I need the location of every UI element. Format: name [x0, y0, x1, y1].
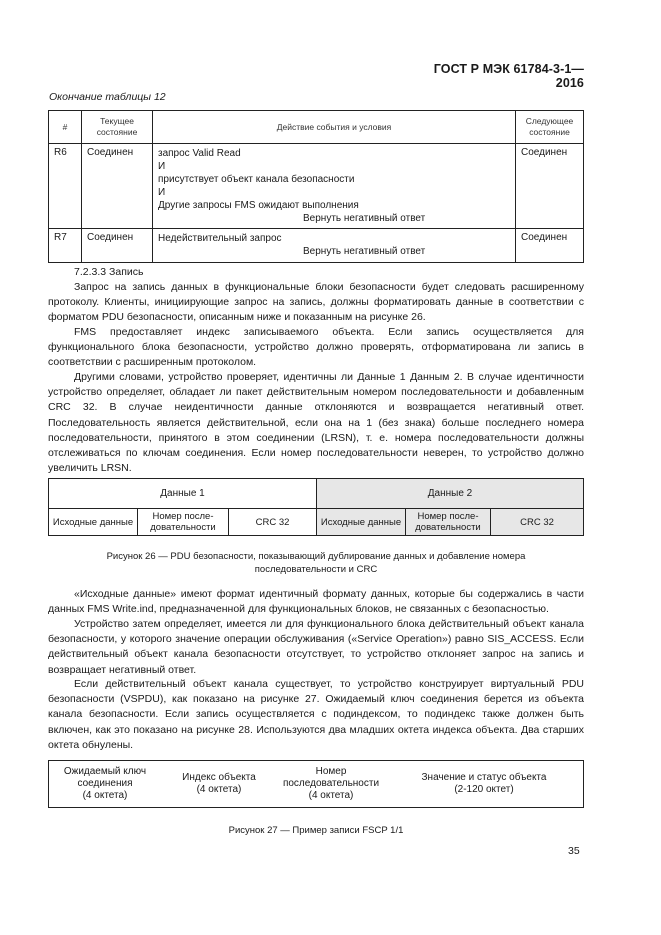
row-action: запрос Valid Read И присутствует объект канала безопасности И Другие запросы FMS ожидают выполнения Вернуть негативный ответ: [153, 144, 516, 229]
seq-number-cell: Номер после- довательности: [137, 509, 228, 535]
page-number: 35: [568, 845, 580, 857]
figure-26: [48, 478, 584, 536]
row-next: Соединен: [516, 144, 584, 229]
row-num: R7: [49, 229, 82, 263]
paragraph: Другими словами, устройство проверяет, идентичны ли Данные 1 Данным 2. В случае идентичности устройство определяет, обладает ли пакет действительным номером последовательности и добавленным CRC 32. В случае неидентичности данные отклоняются и возвращается негативный ответ. Последовательность является действительной, если она на 1 (без знака) больше последнего номера последовательности, принятого в этом соединении (LRSN), т. е. номера последовательности должны отслеживаться по ключам соединения. Если номер последовательности неверен, то устройство должно увеличить LRSN.: [48, 371, 584, 475]
data1-label: Данные 1: [49, 479, 316, 509]
data2-block: [317, 479, 583, 535]
paragraph: Запрос на запись данных в функциональные блоки безопасности будет следовать расширенному протоколу. Клиенты, инициирующие запрос на запись, должны форматировать данные в соответствии с форматом PDU безопасности, описанным ниже и показанным на рисунке 26.: [48, 281, 584, 324]
section-title: 7.2.3.3 Запись: [74, 266, 144, 278]
figure-26-caption: Рисунок 26 — PDU безопасности, показывающий дублирование данных и добавление номера последовательности и CRC: [106, 551, 526, 575]
crc-cell: CRC 32: [228, 509, 316, 535]
object-index-cell: Индекс объекта (4 октета): [182, 772, 256, 795]
raw-data-cell: Исходные данные: [320, 516, 402, 528]
figure-27-caption: Рисунок 27 — Пример записи FSCP 1/1: [228, 825, 404, 836]
row-action: Недействительный запрос Вернуть негативный ответ: [153, 229, 516, 263]
header-action: Действие события и условия: [153, 111, 516, 144]
paragraph: Устройство затем определяет, имеется ли для функционального блока действительный объект канала безопасности, у которого значение операции обслуживания («Service Operation») равно SIS_ACCESS. Если действительный объект канала безопасности отсутствует, то устройство отклоняет запрос на запись и возвращает негативный ответ.: [48, 618, 584, 676]
object-value-cell: Значение и статус объекта (2-120 октет): [421, 772, 547, 795]
row-num: R6: [49, 144, 82, 229]
state-table: [48, 110, 584, 263]
raw-data-cell: Исходные данные: [52, 516, 134, 528]
row-current: Соединен: [82, 144, 153, 229]
header-current: Текущее состояние: [82, 111, 153, 144]
data1-block: [49, 479, 317, 535]
figure-27: [48, 760, 584, 808]
paragraph: «Исходные данные» имеют формат идентичный формату данных, которые бы содержались в части данных FMS Write.ind, предназначенной для функциональных блоков, не связанных с безопасностью.: [48, 588, 584, 616]
crc-cell: CRC 32: [490, 509, 583, 535]
header-next: Следующее состояние: [516, 111, 584, 144]
table-row: [49, 229, 584, 263]
table-row: [49, 144, 584, 229]
table-caption: Окончание таблицы 12: [49, 91, 166, 103]
table-header-row: [49, 111, 584, 144]
seq-number-cell: Номер после- довательности: [405, 509, 490, 535]
row-current: Соединен: [82, 229, 153, 263]
sequence-number-cell: Номер последовательности (4 октета): [282, 766, 380, 801]
paragraph: Если действительный объект канала существует, то устройство конструирует виртуальный PDU безопасности (VSPDU), как показано на рисунке 27. Ожидаемый ключ соединения берется из объекта канала безопасности. Если запись осуществляется с подиндексом, то подиндекс также должен быть включен, как это показано на рисунке 28. Используются два младших октета индекса объекта. Два старших октета обнулены.: [48, 678, 584, 751]
header-num: #: [49, 111, 82, 144]
document-header: ГОСТ Р МЭК 61784-3-1—2016: [433, 62, 584, 90]
data2-label: Данные 2: [317, 479, 583, 509]
expected-key-cell: Ожидаемый ключ соединения (4 октета): [63, 766, 147, 801]
row-next: Соединен: [516, 229, 584, 263]
paragraph: FMS предоставляет индекс записываемого объекта. Если запись осуществляется для функционального блока безопасности, устройство должно проверять, отформатирована ли запись в соответствии с расширенным протоколом.: [48, 326, 584, 369]
